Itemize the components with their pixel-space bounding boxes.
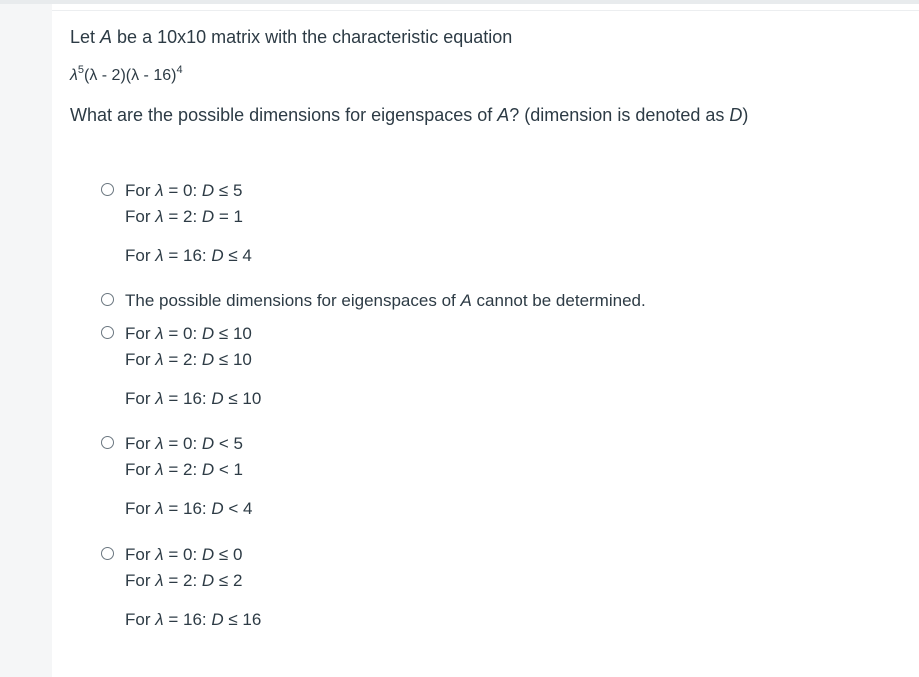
left-gutter: [0, 4, 52, 677]
matrix-var: A: [100, 27, 113, 47]
answer-line: For λ = 16: D ≤ 4: [125, 246, 252, 265]
answer-line: For λ = 2: D ≤ 2: [125, 571, 243, 590]
answer-line: The possible dimensions for eigenspaces of A cannot be determined.: [125, 291, 646, 310]
question-line-1: Let A be a 10x10 matrix with the characteristic equation: [70, 27, 513, 47]
characteristic-equation: $\lambda^5(\lambda - 2)(\lambda - 16)^4$: [70, 63, 183, 84]
answer-line: For λ = 2: D = 1: [125, 207, 244, 226]
top-border: [0, 0, 919, 4]
answer-line: For λ = 0: D ≤ 10: [125, 324, 252, 343]
answer-line: For λ = 16: D ≤ 16: [125, 610, 262, 629]
answer-line: For λ = 2: D < 1: [125, 460, 244, 479]
question-line-3: What are the possible dimensions for eigenspaces of A? (dimension is denoted as D): [70, 105, 749, 125]
answer-line: For λ = 0: D ≤ 5: [125, 181, 243, 200]
radio-button[interactable]: [101, 326, 114, 339]
answer-line: For λ = 16: D ≤ 10: [125, 389, 262, 408]
answer-line: For λ = 0: D ≤ 0: [125, 545, 243, 564]
answer-line: For λ = 0: D < 5: [125, 434, 244, 453]
answer-line: For λ = 2: D ≤ 10: [125, 350, 252, 369]
radio-button[interactable]: [101, 183, 114, 196]
radio-button[interactable]: [101, 436, 114, 449]
radio-button[interactable]: [101, 293, 114, 306]
radio-button[interactable]: [101, 547, 114, 560]
answer-line: For λ = 16: D < 4: [125, 499, 253, 518]
question-divider: [52, 10, 919, 11]
